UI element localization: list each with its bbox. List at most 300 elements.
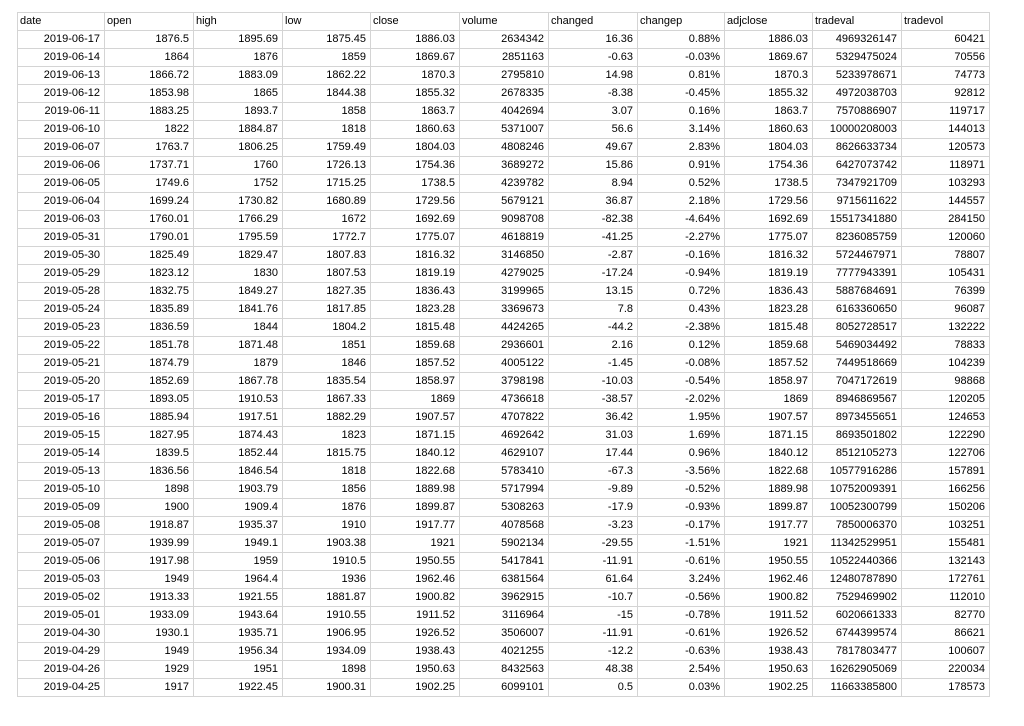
cell-tradevol[interactable]: 132143 xyxy=(902,553,990,571)
cell-tradeval[interactable]: 10000208003 xyxy=(813,121,902,139)
cell-tradeval[interactable]: 10522440366 xyxy=(813,553,902,571)
cell-close[interactable]: 1860.63 xyxy=(371,121,460,139)
cell-volume[interactable]: 4279025 xyxy=(460,265,549,283)
cell-high[interactable]: 1876 xyxy=(194,49,283,67)
cell-volume[interactable]: 4424265 xyxy=(460,319,549,337)
cell-tradevol[interactable]: 157891 xyxy=(902,463,990,481)
cell-open[interactable]: 1836.56 xyxy=(105,463,194,481)
cell-adjclose[interactable]: 1871.15 xyxy=(725,427,813,445)
cell-close[interactable]: 1899.87 xyxy=(371,499,460,517)
cell-volume[interactable]: 2936601 xyxy=(460,337,549,355)
cell-adjclose[interactable]: 1938.43 xyxy=(725,643,813,661)
cell-tradevol[interactable]: 100607 xyxy=(902,643,990,661)
cell-date[interactable]: 2019-05-16 xyxy=(18,409,105,427)
cell-tradevol[interactable]: 98868 xyxy=(902,373,990,391)
cell-changed[interactable]: -1.45 xyxy=(549,355,638,373)
cell-tradeval[interactable]: 5887684691 xyxy=(813,283,902,301)
cell-close[interactable]: 1886.03 xyxy=(371,31,460,49)
cell-changed[interactable]: -12.2 xyxy=(549,643,638,661)
cell-changep[interactable]: -4.64% xyxy=(638,211,725,229)
cell-tradeval[interactable]: 7777943391 xyxy=(813,265,902,283)
cell-adjclose[interactable]: 1860.63 xyxy=(725,121,813,139)
cell-adjclose[interactable]: 1815.48 xyxy=(725,319,813,337)
cell-high[interactable]: 1922.45 xyxy=(194,679,283,697)
cell-close[interactable]: 1840.12 xyxy=(371,445,460,463)
cell-tradevol[interactable]: 120205 xyxy=(902,391,990,409)
cell-open[interactable]: 1929 xyxy=(105,661,194,679)
cell-date[interactable]: 2019-06-04 xyxy=(18,193,105,211)
cell-tradevol[interactable]: 103251 xyxy=(902,517,990,535)
cell-changed[interactable]: -44.2 xyxy=(549,319,638,337)
cell-date[interactable]: 2019-05-10 xyxy=(18,481,105,499)
cell-high[interactable]: 1752 xyxy=(194,175,283,193)
cell-open[interactable]: 1825.49 xyxy=(105,247,194,265)
cell-changep[interactable]: -0.45% xyxy=(638,85,725,103)
cell-close[interactable]: 1950.63 xyxy=(371,661,460,679)
cell-open[interactable]: 1917 xyxy=(105,679,194,697)
cell-changep[interactable]: 0.03% xyxy=(638,679,725,697)
cell-changep[interactable]: -0.03% xyxy=(638,49,725,67)
cell-changed[interactable]: 3.07 xyxy=(549,103,638,121)
cell-adjclose[interactable]: 1858.97 xyxy=(725,373,813,391)
cell-tradevol[interactable]: 74773 xyxy=(902,67,990,85)
cell-low[interactable]: 1846 xyxy=(283,355,371,373)
cell-date[interactable]: 2019-04-26 xyxy=(18,661,105,679)
cell-low[interactable]: 1882.29 xyxy=(283,409,371,427)
cell-high[interactable]: 1964.4 xyxy=(194,571,283,589)
cell-close[interactable]: 1870.3 xyxy=(371,67,460,85)
cell-tradevol[interactable]: 120060 xyxy=(902,229,990,247)
cell-tradeval[interactable]: 8973455651 xyxy=(813,409,902,427)
cell-high[interactable]: 1935.37 xyxy=(194,517,283,535)
cell-changed[interactable]: 49.67 xyxy=(549,139,638,157)
cell-tradevol[interactable]: 166256 xyxy=(902,481,990,499)
cell-changed[interactable]: -11.91 xyxy=(549,625,638,643)
cell-changed[interactable]: 17.44 xyxy=(549,445,638,463)
cell-open[interactable]: 1893.05 xyxy=(105,391,194,409)
cell-high[interactable]: 1766.29 xyxy=(194,211,283,229)
column-header-volume[interactable]: volume xyxy=(460,13,549,31)
cell-high[interactable]: 1921.55 xyxy=(194,589,283,607)
cell-adjclose[interactable]: 1869 xyxy=(725,391,813,409)
cell-volume[interactable]: 5371007 xyxy=(460,121,549,139)
cell-volume[interactable]: 6099101 xyxy=(460,679,549,697)
cell-close[interactable]: 1858.97 xyxy=(371,373,460,391)
cell-high[interactable]: 1903.79 xyxy=(194,481,283,499)
cell-low[interactable]: 1772.7 xyxy=(283,229,371,247)
cell-date[interactable]: 2019-06-06 xyxy=(18,157,105,175)
cell-changep[interactable]: -1.51% xyxy=(638,535,725,553)
cell-tradevol[interactable]: 112010 xyxy=(902,589,990,607)
cell-tradevol[interactable]: 105431 xyxy=(902,265,990,283)
cell-low[interactable]: 1715.25 xyxy=(283,175,371,193)
cell-high[interactable]: 1867.78 xyxy=(194,373,283,391)
cell-low[interactable]: 1876 xyxy=(283,499,371,517)
cell-date[interactable]: 2019-06-14 xyxy=(18,49,105,67)
cell-tradeval[interactable]: 10577916286 xyxy=(813,463,902,481)
cell-volume[interactable]: 5717994 xyxy=(460,481,549,499)
cell-adjclose[interactable]: 1729.56 xyxy=(725,193,813,211)
cell-changed[interactable]: -38.57 xyxy=(549,391,638,409)
cell-tradevol[interactable]: 60421 xyxy=(902,31,990,49)
cell-close[interactable]: 1900.82 xyxy=(371,589,460,607)
cell-tradeval[interactable]: 5329475024 xyxy=(813,49,902,67)
cell-changep[interactable]: -0.17% xyxy=(638,517,725,535)
cell-tradeval[interactable]: 7817803477 xyxy=(813,643,902,661)
cell-volume[interactable]: 3199965 xyxy=(460,283,549,301)
cell-adjclose[interactable]: 1822.68 xyxy=(725,463,813,481)
cell-tradeval[interactable]: 6427073742 xyxy=(813,157,902,175)
cell-open[interactable]: 1913.33 xyxy=(105,589,194,607)
cell-open[interactable]: 1699.24 xyxy=(105,193,194,211)
cell-tradevol[interactable]: 178573 xyxy=(902,679,990,697)
cell-high[interactable]: 1959 xyxy=(194,553,283,571)
cell-low[interactable]: 1910.55 xyxy=(283,607,371,625)
cell-changed[interactable]: -15 xyxy=(549,607,638,625)
cell-low[interactable]: 1856 xyxy=(283,481,371,499)
column-header-changep[interactable]: changep xyxy=(638,13,725,31)
cell-low[interactable]: 1903.38 xyxy=(283,535,371,553)
cell-open[interactable]: 1874.79 xyxy=(105,355,194,373)
cell-changed[interactable]: 36.42 xyxy=(549,409,638,427)
cell-low[interactable]: 1835.54 xyxy=(283,373,371,391)
cell-close[interactable]: 1871.15 xyxy=(371,427,460,445)
cell-tradeval[interactable]: 5724467971 xyxy=(813,247,902,265)
cell-close[interactable]: 1816.32 xyxy=(371,247,460,265)
column-header-tradevol[interactable]: tradevol xyxy=(902,13,990,31)
cell-high[interactable]: 1849.27 xyxy=(194,283,283,301)
cell-date[interactable]: 2019-05-21 xyxy=(18,355,105,373)
cell-low[interactable]: 1934.09 xyxy=(283,643,371,661)
cell-low[interactable]: 1858 xyxy=(283,103,371,121)
cell-changep[interactable]: 0.81% xyxy=(638,67,725,85)
cell-volume[interactable]: 4618819 xyxy=(460,229,549,247)
cell-tradevol[interactable]: 86621 xyxy=(902,625,990,643)
cell-adjclose[interactable]: 1900.82 xyxy=(725,589,813,607)
cell-changep[interactable]: 2.54% xyxy=(638,661,725,679)
cell-tradevol[interactable]: 78807 xyxy=(902,247,990,265)
cell-changed[interactable]: 13.15 xyxy=(549,283,638,301)
cell-open[interactable]: 1898 xyxy=(105,481,194,499)
cell-low[interactable]: 1851 xyxy=(283,337,371,355)
cell-changed[interactable]: 0.5 xyxy=(549,679,638,697)
cell-volume[interactable]: 5308263 xyxy=(460,499,549,517)
cell-changep[interactable]: -0.54% xyxy=(638,373,725,391)
cell-date[interactable]: 2019-05-30 xyxy=(18,247,105,265)
cell-volume[interactable]: 8432563 xyxy=(460,661,549,679)
cell-open[interactable]: 1918.87 xyxy=(105,517,194,535)
cell-tradeval[interactable]: 5233978671 xyxy=(813,67,902,85)
column-header-date[interactable]: date xyxy=(18,13,105,31)
cell-changep[interactable]: 0.52% xyxy=(638,175,725,193)
cell-date[interactable]: 2019-06-10 xyxy=(18,121,105,139)
cell-high[interactable]: 1884.87 xyxy=(194,121,283,139)
cell-high[interactable]: 1893.7 xyxy=(194,103,283,121)
cell-tradevol[interactable]: 150206 xyxy=(902,499,990,517)
cell-changep[interactable]: -3.56% xyxy=(638,463,725,481)
cell-changed[interactable]: 16.36 xyxy=(549,31,638,49)
cell-adjclose[interactable]: 1859.68 xyxy=(725,337,813,355)
cell-open[interactable]: 1852.69 xyxy=(105,373,194,391)
cell-volume[interactable]: 4808246 xyxy=(460,139,549,157)
cell-volume[interactable]: 4707822 xyxy=(460,409,549,427)
cell-low[interactable]: 1815.75 xyxy=(283,445,371,463)
cell-low[interactable]: 1867.33 xyxy=(283,391,371,409)
cell-changed[interactable]: -29.55 xyxy=(549,535,638,553)
cell-adjclose[interactable]: 1926.52 xyxy=(725,625,813,643)
cell-close[interactable]: 1869 xyxy=(371,391,460,409)
cell-volume[interactable]: 3962915 xyxy=(460,589,549,607)
cell-high[interactable]: 1949.1 xyxy=(194,535,283,553)
cell-high[interactable]: 1874.43 xyxy=(194,427,283,445)
cell-date[interactable]: 2019-05-13 xyxy=(18,463,105,481)
cell-tradevol[interactable]: 76399 xyxy=(902,283,990,301)
cell-changed[interactable]: -11.91 xyxy=(549,553,638,571)
cell-changep[interactable]: -2.38% xyxy=(638,319,725,337)
cell-changed[interactable]: -10.7 xyxy=(549,589,638,607)
cell-tradeval[interactable]: 9715611622 xyxy=(813,193,902,211)
cell-tradevol[interactable]: 96087 xyxy=(902,301,990,319)
cell-adjclose[interactable]: 1962.46 xyxy=(725,571,813,589)
cell-tradeval[interactable]: 7850006370 xyxy=(813,517,902,535)
cell-high[interactable]: 1910.53 xyxy=(194,391,283,409)
cell-volume[interactable]: 3798198 xyxy=(460,373,549,391)
cell-volume[interactable]: 4021255 xyxy=(460,643,549,661)
cell-close[interactable]: 1822.68 xyxy=(371,463,460,481)
cell-tradeval[interactable]: 7047172619 xyxy=(813,373,902,391)
cell-tradeval[interactable]: 10052300799 xyxy=(813,499,902,517)
cell-changed[interactable]: -67.3 xyxy=(549,463,638,481)
cell-adjclose[interactable]: 1889.98 xyxy=(725,481,813,499)
cell-close[interactable]: 1855.32 xyxy=(371,85,460,103)
cell-low[interactable]: 1898 xyxy=(283,661,371,679)
cell-adjclose[interactable]: 1857.52 xyxy=(725,355,813,373)
cell-low[interactable]: 1844.38 xyxy=(283,85,371,103)
cell-volume[interactable]: 3506007 xyxy=(460,625,549,643)
cell-volume[interactable]: 4005122 xyxy=(460,355,549,373)
cell-close[interactable]: 1754.36 xyxy=(371,157,460,175)
cell-tradeval[interactable]: 8946869567 xyxy=(813,391,902,409)
cell-tradeval[interactable]: 15517341880 xyxy=(813,211,902,229)
cell-tradeval[interactable]: 6163360650 xyxy=(813,301,902,319)
cell-high[interactable]: 1883.09 xyxy=(194,67,283,85)
cell-high[interactable]: 1917.51 xyxy=(194,409,283,427)
cell-changep[interactable]: -0.94% xyxy=(638,265,725,283)
cell-volume[interactable]: 5679121 xyxy=(460,193,549,211)
cell-close[interactable]: 1869.67 xyxy=(371,49,460,67)
cell-adjclose[interactable]: 1855.32 xyxy=(725,85,813,103)
cell-adjclose[interactable]: 1816.32 xyxy=(725,247,813,265)
cell-volume[interactable]: 3116964 xyxy=(460,607,549,625)
cell-tradevol[interactable]: 132222 xyxy=(902,319,990,337)
cell-adjclose[interactable]: 1804.03 xyxy=(725,139,813,157)
cell-tradeval[interactable]: 4972038703 xyxy=(813,85,902,103)
cell-adjclose[interactable]: 1902.25 xyxy=(725,679,813,697)
cell-tradevol[interactable]: 92812 xyxy=(902,85,990,103)
cell-changep[interactable]: -2.02% xyxy=(638,391,725,409)
cell-close[interactable]: 1775.07 xyxy=(371,229,460,247)
cell-adjclose[interactable]: 1819.19 xyxy=(725,265,813,283)
cell-changep[interactable]: -0.93% xyxy=(638,499,725,517)
cell-changed[interactable]: 56.6 xyxy=(549,121,638,139)
cell-tradeval[interactable]: 8052728517 xyxy=(813,319,902,337)
cell-open[interactable]: 1832.75 xyxy=(105,283,194,301)
cell-low[interactable]: 1807.53 xyxy=(283,265,371,283)
cell-tradeval[interactable]: 8626633734 xyxy=(813,139,902,157)
cell-close[interactable]: 1857.52 xyxy=(371,355,460,373)
cell-changed[interactable]: -17.24 xyxy=(549,265,638,283)
cell-close[interactable]: 1921 xyxy=(371,535,460,553)
cell-changed[interactable]: 7.8 xyxy=(549,301,638,319)
cell-changep[interactable]: -0.61% xyxy=(638,553,725,571)
cell-tradevol[interactable]: 284150 xyxy=(902,211,990,229)
cell-volume[interactable]: 6381564 xyxy=(460,571,549,589)
cell-close[interactable]: 1926.52 xyxy=(371,625,460,643)
cell-adjclose[interactable]: 1738.5 xyxy=(725,175,813,193)
cell-tradevol[interactable]: 82770 xyxy=(902,607,990,625)
column-header-changed[interactable]: changed xyxy=(549,13,638,31)
cell-volume[interactable]: 2634342 xyxy=(460,31,549,49)
cell-date[interactable]: 2019-05-20 xyxy=(18,373,105,391)
cell-high[interactable]: 1871.48 xyxy=(194,337,283,355)
cell-low[interactable]: 1910 xyxy=(283,517,371,535)
cell-date[interactable]: 2019-05-24 xyxy=(18,301,105,319)
cell-open[interactable]: 1763.7 xyxy=(105,139,194,157)
cell-open[interactable]: 1864 xyxy=(105,49,194,67)
cell-high[interactable]: 1935.71 xyxy=(194,625,283,643)
cell-close[interactable]: 1836.43 xyxy=(371,283,460,301)
cell-date[interactable]: 2019-05-28 xyxy=(18,283,105,301)
cell-changep[interactable]: 2.83% xyxy=(638,139,725,157)
cell-date[interactable]: 2019-05-14 xyxy=(18,445,105,463)
cell-changep[interactable]: -0.56% xyxy=(638,589,725,607)
cell-close[interactable]: 1863.7 xyxy=(371,103,460,121)
cell-changep[interactable]: 0.43% xyxy=(638,301,725,319)
cell-tradeval[interactable]: 8693501802 xyxy=(813,427,902,445)
cell-high[interactable]: 1943.64 xyxy=(194,607,283,625)
cell-open[interactable]: 1939.99 xyxy=(105,535,194,553)
cell-close[interactable]: 1911.52 xyxy=(371,607,460,625)
cell-changed[interactable]: 31.03 xyxy=(549,427,638,445)
cell-high[interactable]: 1879 xyxy=(194,355,283,373)
cell-changed[interactable]: -8.38 xyxy=(549,85,638,103)
cell-close[interactable]: 1692.69 xyxy=(371,211,460,229)
cell-open[interactable]: 1822 xyxy=(105,121,194,139)
cell-high[interactable]: 1841.76 xyxy=(194,301,283,319)
cell-changep[interactable]: -0.52% xyxy=(638,481,725,499)
cell-changep[interactable]: 1.95% xyxy=(638,409,725,427)
cell-changed[interactable]: -10.03 xyxy=(549,373,638,391)
cell-date[interactable]: 2019-05-23 xyxy=(18,319,105,337)
cell-high[interactable]: 1865 xyxy=(194,85,283,103)
cell-open[interactable]: 1917.98 xyxy=(105,553,194,571)
cell-low[interactable]: 1823 xyxy=(283,427,371,445)
cell-close[interactable]: 1819.19 xyxy=(371,265,460,283)
cell-open[interactable]: 1749.6 xyxy=(105,175,194,193)
cell-adjclose[interactable]: 1950.55 xyxy=(725,553,813,571)
cell-volume[interactable]: 3369673 xyxy=(460,301,549,319)
cell-open[interactable]: 1827.95 xyxy=(105,427,194,445)
cell-tradevol[interactable]: 118971 xyxy=(902,157,990,175)
cell-tradevol[interactable]: 70556 xyxy=(902,49,990,67)
cell-changep[interactable]: 3.24% xyxy=(638,571,725,589)
cell-open[interactable]: 1885.94 xyxy=(105,409,194,427)
cell-low[interactable]: 1859 xyxy=(283,49,371,67)
cell-tradeval[interactable]: 7529469902 xyxy=(813,589,902,607)
cell-high[interactable]: 1846.54 xyxy=(194,463,283,481)
cell-high[interactable]: 1829.47 xyxy=(194,247,283,265)
cell-changed[interactable]: 8.94 xyxy=(549,175,638,193)
cell-date[interactable]: 2019-05-07 xyxy=(18,535,105,553)
cell-open[interactable]: 1949 xyxy=(105,643,194,661)
cell-close[interactable]: 1823.28 xyxy=(371,301,460,319)
cell-open[interactable]: 1876.5 xyxy=(105,31,194,49)
cell-tradeval[interactable]: 10752009391 xyxy=(813,481,902,499)
cell-close[interactable]: 1804.03 xyxy=(371,139,460,157)
cell-tradevol[interactable]: 144557 xyxy=(902,193,990,211)
cell-adjclose[interactable]: 1907.57 xyxy=(725,409,813,427)
cell-adjclose[interactable]: 1869.67 xyxy=(725,49,813,67)
cell-tradeval[interactable]: 12480787890 xyxy=(813,571,902,589)
cell-changed[interactable]: -41.25 xyxy=(549,229,638,247)
cell-low[interactable]: 1818 xyxy=(283,463,371,481)
cell-changep[interactable]: 0.91% xyxy=(638,157,725,175)
cell-close[interactable]: 1902.25 xyxy=(371,679,460,697)
cell-changep[interactable]: 0.12% xyxy=(638,337,725,355)
cell-low[interactable]: 1680.89 xyxy=(283,193,371,211)
cell-volume[interactable]: 4736618 xyxy=(460,391,549,409)
cell-open[interactable]: 1823.12 xyxy=(105,265,194,283)
cell-date[interactable]: 2019-05-09 xyxy=(18,499,105,517)
cell-changed[interactable]: -82.38 xyxy=(549,211,638,229)
cell-adjclose[interactable]: 1899.87 xyxy=(725,499,813,517)
cell-adjclose[interactable]: 1836.43 xyxy=(725,283,813,301)
cell-low[interactable]: 1827.35 xyxy=(283,283,371,301)
column-header-adjclose[interactable]: adjclose xyxy=(725,13,813,31)
cell-open[interactable]: 1883.25 xyxy=(105,103,194,121)
cell-changed[interactable]: 48.38 xyxy=(549,661,638,679)
cell-close[interactable]: 1729.56 xyxy=(371,193,460,211)
cell-high[interactable]: 1895.69 xyxy=(194,31,283,49)
column-header-low[interactable]: low xyxy=(283,13,371,31)
cell-tradevol[interactable]: 155481 xyxy=(902,535,990,553)
cell-changep[interactable]: 0.96% xyxy=(638,445,725,463)
cell-high[interactable]: 1909.4 xyxy=(194,499,283,517)
cell-adjclose[interactable]: 1863.7 xyxy=(725,103,813,121)
cell-low[interactable]: 1936 xyxy=(283,571,371,589)
cell-open[interactable]: 1851.78 xyxy=(105,337,194,355)
cell-changed[interactable]: -9.89 xyxy=(549,481,638,499)
cell-date[interactable]: 2019-05-03 xyxy=(18,571,105,589)
cell-date[interactable]: 2019-04-25 xyxy=(18,679,105,697)
cell-close[interactable]: 1815.48 xyxy=(371,319,460,337)
cell-volume[interactable]: 4042694 xyxy=(460,103,549,121)
cell-volume[interactable]: 2795810 xyxy=(460,67,549,85)
cell-changep[interactable]: -0.61% xyxy=(638,625,725,643)
cell-high[interactable]: 1806.25 xyxy=(194,139,283,157)
cell-low[interactable]: 1881.87 xyxy=(283,589,371,607)
cell-volume[interactable]: 9098708 xyxy=(460,211,549,229)
cell-date[interactable]: 2019-05-02 xyxy=(18,589,105,607)
cell-low[interactable]: 1910.5 xyxy=(283,553,371,571)
cell-high[interactable]: 1951 xyxy=(194,661,283,679)
cell-changep[interactable]: 0.16% xyxy=(638,103,725,121)
cell-close[interactable]: 1738.5 xyxy=(371,175,460,193)
cell-date[interactable]: 2019-05-29 xyxy=(18,265,105,283)
cell-changep[interactable]: 1.69% xyxy=(638,427,725,445)
cell-close[interactable]: 1962.46 xyxy=(371,571,460,589)
cell-open[interactable]: 1760.01 xyxy=(105,211,194,229)
